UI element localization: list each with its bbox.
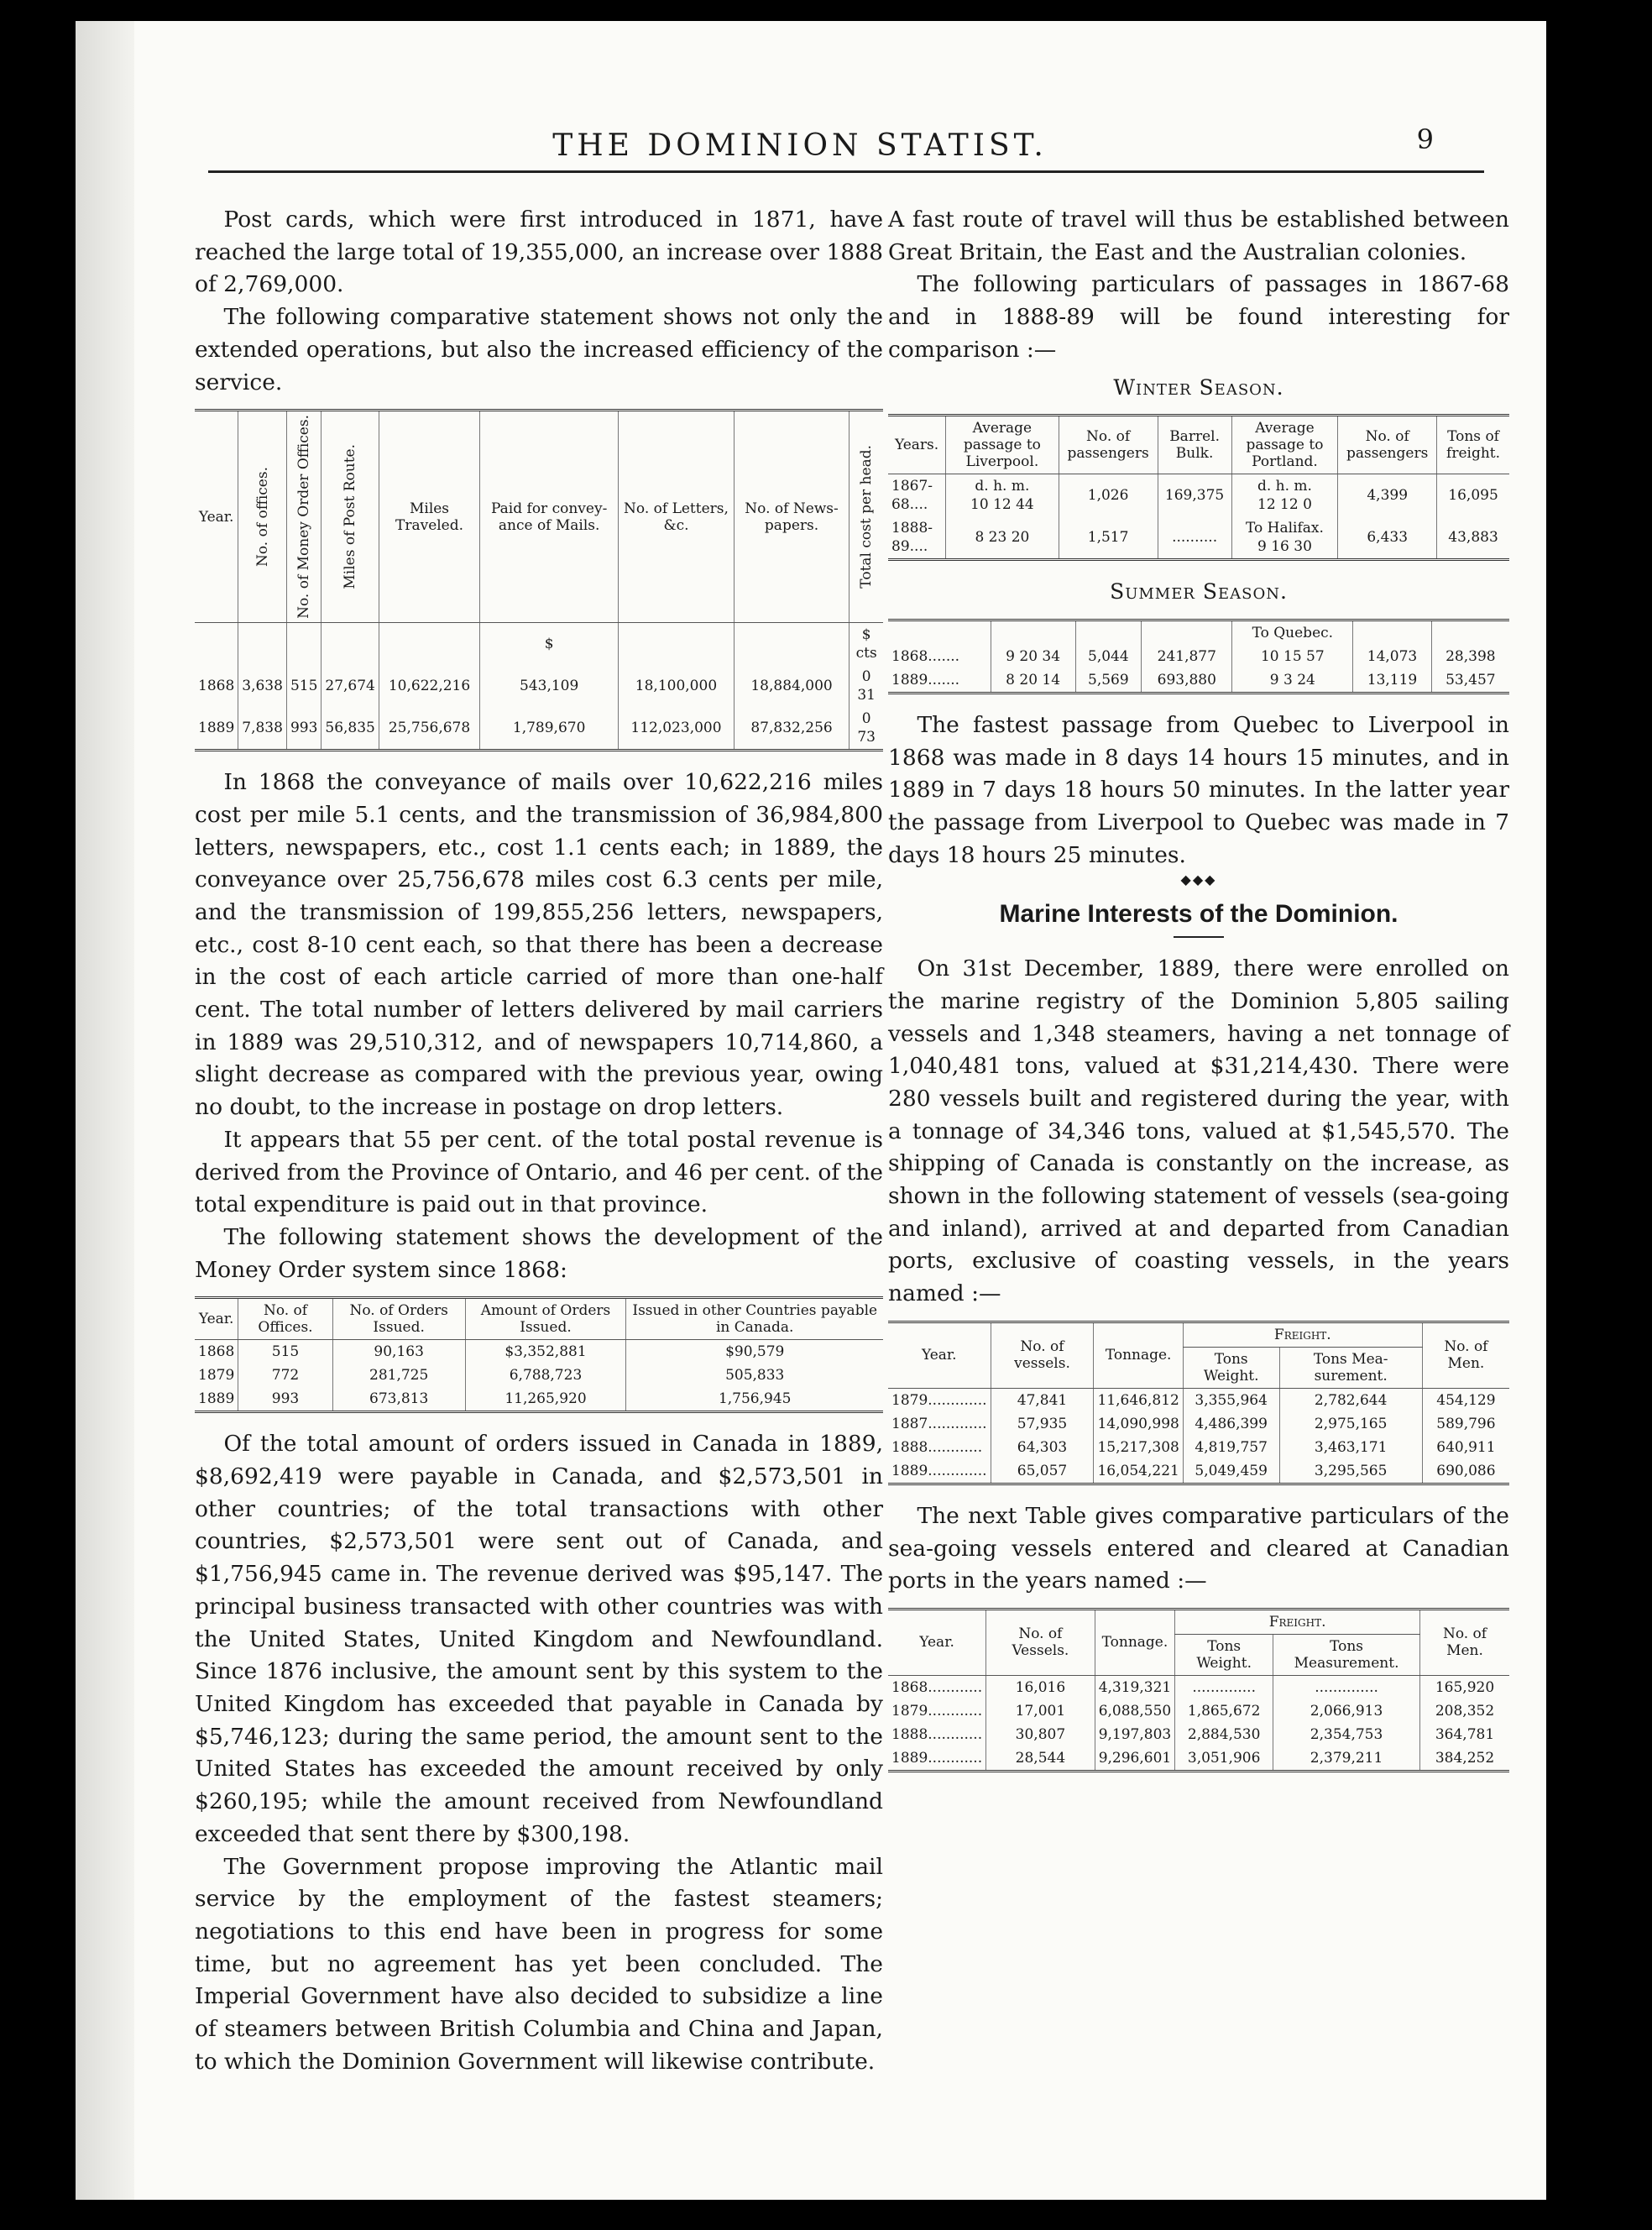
paragraph: In 1868 the conveyance of mails over 10,622,216 miles cost per mile 5.1 cents, and the transmission of 36,984,800 letters, newspapers, etc., cost 1.1 cents each; in 1889, the conveyance over 25,756,678 miles cost 6.3 cents per mile, and the transmission of 199,855,256 letters, newspapers, etc., cost 8-10 cent each, so that there has been a decrease in the cost of each article carried of more than one-half cent. The total number of letters delivered by mail carriers in 1889 was 29,510,312, and of newspapers 10,714,860, a slight decrease as compared with the previous year, owing no doubt, to the increase in postage on drop letters. (195, 769, 883, 1121)
table-cell: .............. (1273, 1675, 1420, 1699)
table-header: Miles of Post Route. (322, 411, 379, 623)
table-cell: 1889 (198, 1390, 235, 1408)
table-cell: 1879............. (891, 1391, 987, 1409)
table-row (888, 620, 1509, 645)
table-cell: 2,782,644 (1279, 1388, 1422, 1412)
table-header: Tonnage. (1094, 1322, 1183, 1388)
table-cell: 6,088,550 (1095, 1699, 1175, 1723)
table-cell: 11,265,920 (465, 1387, 626, 1412)
table-subheader: To Quebec. (1232, 620, 1353, 645)
table-cell: 384,252 (1420, 1746, 1509, 1772)
table-cell: 9,197,803 (1095, 1723, 1175, 1746)
table-cell: 8 20 14 (991, 668, 1075, 694)
page (76, 21, 1546, 2200)
table-cell: 56,835 (322, 707, 379, 751)
table-cell: 27,674 (322, 665, 379, 707)
section-title: Summer Season. (1110, 579, 1288, 605)
table-cell: 14,090,998 (1094, 1412, 1183, 1436)
table-cell: 18,100,000 (619, 665, 735, 707)
table-cell: 43,883 (1437, 516, 1509, 560)
table-cell: 6,788,723 (465, 1364, 626, 1387)
table-cell: 3,638 (238, 665, 287, 707)
table-header: No. of Orders Issued. (332, 1298, 465, 1340)
table-cell: 47,841 (991, 1388, 1094, 1412)
table-cell: 208,352 (1420, 1699, 1509, 1723)
table-cell: 1868 (198, 1343, 235, 1361)
paragraph: The Government propose improving the Atlantic mail service by the employment of the fastest steamers; negotiations to this end have been in progress for some time, but no agreement has yet been concluded. The Imperial Government have also decided to subsidize a line of steamers between British Columbia and China and Japan, to which the Dominion Government will likewise contribute. (195, 1853, 883, 2075)
table-header: No. of Money Order Offices. (286, 411, 321, 623)
table-cell: 640,911 (1422, 1436, 1509, 1459)
table-header: Freight. (1175, 1609, 1420, 1634)
table-cell: 589,796 (1422, 1412, 1509, 1436)
units-row (195, 623, 883, 666)
table-cell: 505,833 (626, 1364, 883, 1387)
table-cell: $ (480, 623, 619, 666)
table-cell: 4,399 (1338, 474, 1437, 517)
table-cell: 16,095 (1437, 474, 1509, 517)
paragraph: A fast route of travel will thus be established between Great Britain, the East and the Australian colonies. (888, 207, 1509, 265)
table-header: Tons Weight. (1183, 1347, 1279, 1388)
table-cell: 1889....... (891, 671, 960, 688)
table-cell: 3,355,964 (1183, 1388, 1279, 1412)
table-header: Paid for convey-ance of Mails. (480, 411, 619, 623)
table-cell: 2,884,530 (1175, 1723, 1273, 1746)
table-cell: 28,398 (1431, 645, 1509, 668)
table-row (888, 1459, 1509, 1484)
table-row (888, 1723, 1509, 1746)
table-header: Issued in other Countries payable in Canada. (626, 1298, 883, 1340)
table-row (888, 1436, 1509, 1459)
table-cell: 9,296,601 (1095, 1746, 1175, 1772)
table-header: Amount of Orders Issued. (465, 1298, 626, 1340)
table-cell: 1,756,945 (626, 1387, 883, 1412)
table-header: No. of News-papers. (734, 411, 850, 623)
table-header: Tonnage. (1095, 1609, 1175, 1675)
table-cell: 993 (238, 1387, 333, 1412)
table-cell: d. h. m. 10 12 44 (946, 474, 1059, 517)
table-header: Average passage to Portland. (1231, 416, 1338, 474)
journal-title: THE DOMINION STATIST. (552, 128, 1048, 163)
table-cell: 8 23 20 (946, 516, 1059, 560)
table-header: Average passage to Liverpool. (946, 416, 1059, 474)
page-number: 9 (1416, 123, 1434, 155)
header-rule (208, 170, 1484, 173)
paragraph: The following comparative statement shows not only the extended operations, but also the increased efficiency of the service. (195, 304, 883, 395)
sea-going-table (888, 1608, 1509, 1772)
table-cell: 0 73 (850, 707, 883, 751)
table-cell: To Halifax. 9 16 30 (1231, 516, 1338, 560)
table-cell: 9 20 34 (991, 645, 1075, 668)
table-cell: 10,622,216 (379, 665, 479, 707)
table-cell: .............. (1175, 1675, 1273, 1699)
table-cell: 53,457 (1431, 668, 1509, 694)
table-cell: 65,057 (991, 1459, 1094, 1484)
table-cell: 690,086 (1422, 1459, 1509, 1484)
table-header: Barrel. Bulk. (1158, 416, 1231, 474)
table-header: No. of passengers (1059, 416, 1158, 474)
table-header: Total cost per head. (850, 411, 883, 623)
table-cell: 3,051,906 (1175, 1746, 1273, 1772)
table-cell: 1889............ (891, 1749, 983, 1767)
table-header: Year. (195, 411, 238, 623)
table-cell: 1868............ (891, 1678, 983, 1696)
table-row (888, 1675, 1509, 1699)
paragraph: The following statement shows the development of the Money Order system since 1868: (195, 1223, 883, 1283)
table-cell: 1889 (198, 720, 235, 737)
table-cell: $3,352,881 (465, 1340, 626, 1364)
table-cell: 0 31 (850, 665, 883, 707)
table-row (195, 665, 883, 707)
table-header: No. of Offices. (238, 1298, 333, 1340)
table-cell: $90,579 (626, 1340, 883, 1364)
table-cell: 64,303 (991, 1436, 1094, 1459)
table-header: Years. (888, 416, 946, 474)
table-cell: 2,975,165 (1279, 1412, 1422, 1436)
table-row (888, 1699, 1509, 1723)
table-cell: 90,163 (332, 1340, 465, 1364)
table-cell: 17,001 (986, 1699, 1095, 1723)
table-cell: 1888............ (891, 1438, 983, 1456)
table-cell: 169,375 (1158, 474, 1231, 517)
table-cell: 1887............. (891, 1415, 987, 1432)
table-cell: 993 (286, 707, 321, 751)
paragraph: It appears that 55 per cent. of the total postal revenue is derived from the Province of Ontario, and 46 per cent. of the total expenditure is paid out in that province. (195, 1126, 883, 1218)
table-cell: 281,725 (332, 1364, 465, 1387)
table-header: Year. (195, 1298, 238, 1340)
table-cell: 165,920 (1420, 1675, 1509, 1699)
table-cell: 16,054,221 (1094, 1459, 1183, 1484)
table-header: Tons of freight. (1437, 416, 1509, 474)
paragraph: Post cards, which were first introduced in 1871, have reached the large total of 19,355,000, an increase over 1888 of 2,769,000. (195, 207, 883, 298)
table-cell: 1,789,670 (480, 707, 619, 751)
table-cell: 1,865,672 (1175, 1699, 1273, 1723)
table-cell: 6,433 (1338, 516, 1437, 560)
table-row (888, 1388, 1509, 1412)
shipping-table (888, 1321, 1509, 1485)
table-cell: 9 3 24 (1232, 668, 1353, 694)
table-cell: 5,569 (1075, 668, 1142, 694)
table-cell: 5,044 (1075, 645, 1142, 668)
paragraph: The next Table gives comparative particulars of the sea-going vessels entered and cleared at Canadian ports in the years named :— (888, 1502, 1509, 1594)
table-header: No. of Men. (1420, 1609, 1509, 1675)
table-cell: 241,877 (1142, 645, 1232, 668)
table-row (195, 707, 883, 751)
table-cell: .......... (1158, 516, 1231, 560)
table-cell: 1879 (198, 1367, 235, 1385)
table-row (195, 1364, 883, 1387)
table-header: No. of Vessels. (986, 1609, 1095, 1675)
table-cell: 30,807 (986, 1723, 1095, 1746)
table-cell: $ cts (850, 623, 883, 666)
table-row (888, 668, 1509, 694)
section-heading: Marine Interests of the Dominion. (999, 900, 1398, 929)
table-header: Year. (888, 1322, 991, 1388)
table-row (888, 516, 1509, 560)
table-cell: 364,781 (1420, 1723, 1509, 1746)
table-cell: 11,646,812 (1094, 1388, 1183, 1412)
table-cell: 515 (286, 665, 321, 707)
money-order-table (195, 1296, 883, 1413)
table-cell: 1,517 (1059, 516, 1158, 560)
table-row (888, 1746, 1509, 1772)
paragraph: On 31st December, 1889, there were enrolled on the marine registry of the Dominion 5,805 sailing vessels and 1,348 steamers, having a net tonnage of 1,040,481 tons, valued at $31,214,430. There were 280 vessels built and registered during the year, with a tonnage of 34,346 tons, valued at $1,545,570. The shipping of Canada is constantly on the increase, as shown in the following statement of vessels (sea-going and inland), arrived at and departed from Canadian ports, exclusive of coasting vessels, in the years named :— (888, 955, 1509, 1307)
table-cell: 1888............ (891, 1725, 983, 1743)
table-cell: 693,880 (1142, 668, 1232, 694)
table-cell: 28,544 (986, 1746, 1095, 1772)
table-cell: 18,884,000 (734, 665, 850, 707)
table-cell: 7,838 (238, 707, 287, 751)
table-cell: 4,486,399 (1183, 1412, 1279, 1436)
table-cell: 1889............. (891, 1462, 987, 1479)
table-cell: 87,832,256 (734, 707, 850, 751)
table-cell: 1867-68.... (891, 478, 933, 514)
table-header: No. of Letters, &c. (619, 411, 735, 623)
table-cell: 3,463,171 (1279, 1436, 1422, 1459)
table-header: Tons Weight. (1175, 1634, 1273, 1675)
table-cell: 57,935 (991, 1412, 1094, 1436)
table-cell: 15,217,308 (1094, 1436, 1183, 1459)
table-header: No. of Men. (1422, 1322, 1509, 1388)
table-header: Freight. (1183, 1322, 1422, 1347)
table-cell: 772 (238, 1364, 333, 1387)
table-row (888, 645, 1509, 668)
postal-table (195, 409, 883, 751)
summer-passage-table (888, 619, 1509, 694)
section-title: Winter Season. (1113, 374, 1284, 400)
table-row (195, 1340, 883, 1364)
table-header: Tons Measurement. (1273, 1634, 1420, 1675)
table-cell: 2,354,753 (1273, 1723, 1420, 1746)
left-column (195, 204, 883, 2078)
right-column (888, 204, 1509, 1788)
table-header: No. of vessels. (991, 1322, 1094, 1388)
table-cell: d. h. m. 12 12 0 (1231, 474, 1338, 517)
table-row (888, 474, 1509, 517)
table-header: Year. (888, 1609, 986, 1675)
table-cell: 673,813 (332, 1387, 465, 1412)
table-cell: 1888-89.... (891, 520, 933, 556)
paragraph: Of the total amount of orders issued in Canada in 1889, $8,692,419 were payable in Canada, and $2,573,501 in other countries; of the total transactions with other countries, $2,573,501 were sent out of Canada, and $1,756,945 came in. The revenue derived was $95,147. The principal business transacted with other countries was with the United States, United Kingdom and Newfoundland. Since 1876 inclusive, the amount sent by this system to the United Kingdom has exceeded that payable in Canada by $5,746,123; during the same period, the amount sent to the United States has exceeded the amount received by only $260,195; while the amount received from Newfoundland exceeded that sent there by $300,198. (195, 1431, 883, 1847)
winter-passage-table (888, 414, 1509, 561)
table-row (888, 1412, 1509, 1436)
table-cell: 1868....... (891, 647, 960, 665)
table-cell: 112,023,000 (619, 707, 735, 751)
table-cell: 25,756,678 (379, 707, 479, 751)
paragraph: The fastest passage from Quebec to Liverpool in 1868 was made in 8 days 14 hours 15 minutes, and in 1889 in 7 days 18 hours 50 minutes. In the latter year the passage from Liverpool to Quebec was made in 7 days 18 hours 25 minutes. (888, 711, 1509, 868)
table-header: Tons Mea-surement. (1279, 1347, 1422, 1388)
table-cell: 16,016 (986, 1675, 1095, 1699)
table-cell: 10 15 57 (1232, 645, 1353, 668)
table-cell: 454,129 (1422, 1388, 1509, 1412)
table-cell: 4,819,757 (1183, 1436, 1279, 1459)
table-cell: 4,319,321 (1095, 1675, 1175, 1699)
table-row (195, 1387, 883, 1412)
table-cell: 2,379,211 (1273, 1746, 1420, 1772)
table-cell: 543,109 (480, 665, 619, 707)
running-header (208, 123, 1484, 179)
table-cell: 5,049,459 (1183, 1459, 1279, 1484)
table-header: No. of offices. (238, 411, 287, 623)
table-cell: 3,295,565 (1279, 1459, 1422, 1484)
table-cell: 2,066,913 (1273, 1699, 1420, 1723)
paragraph: The following particulars of passages in 1867-68 and in 1888-89 will be found interesting for comparison :— (888, 271, 1509, 363)
table-cell: 1,026 (1059, 474, 1158, 517)
table-cell: 1868 (198, 678, 235, 695)
table-cell: 13,119 (1353, 668, 1431, 694)
table-header: No. of passengers (1338, 416, 1437, 474)
heading-rule (1174, 936, 1224, 938)
table-cell: 14,073 (1353, 645, 1431, 668)
ornament: ◆◆◆ (1180, 872, 1217, 888)
table-cell: 515 (238, 1340, 333, 1364)
binding-gutter (76, 21, 134, 2200)
table-cell: 1879............ (891, 1702, 983, 1720)
table-header: Miles Traveled. (379, 411, 479, 623)
